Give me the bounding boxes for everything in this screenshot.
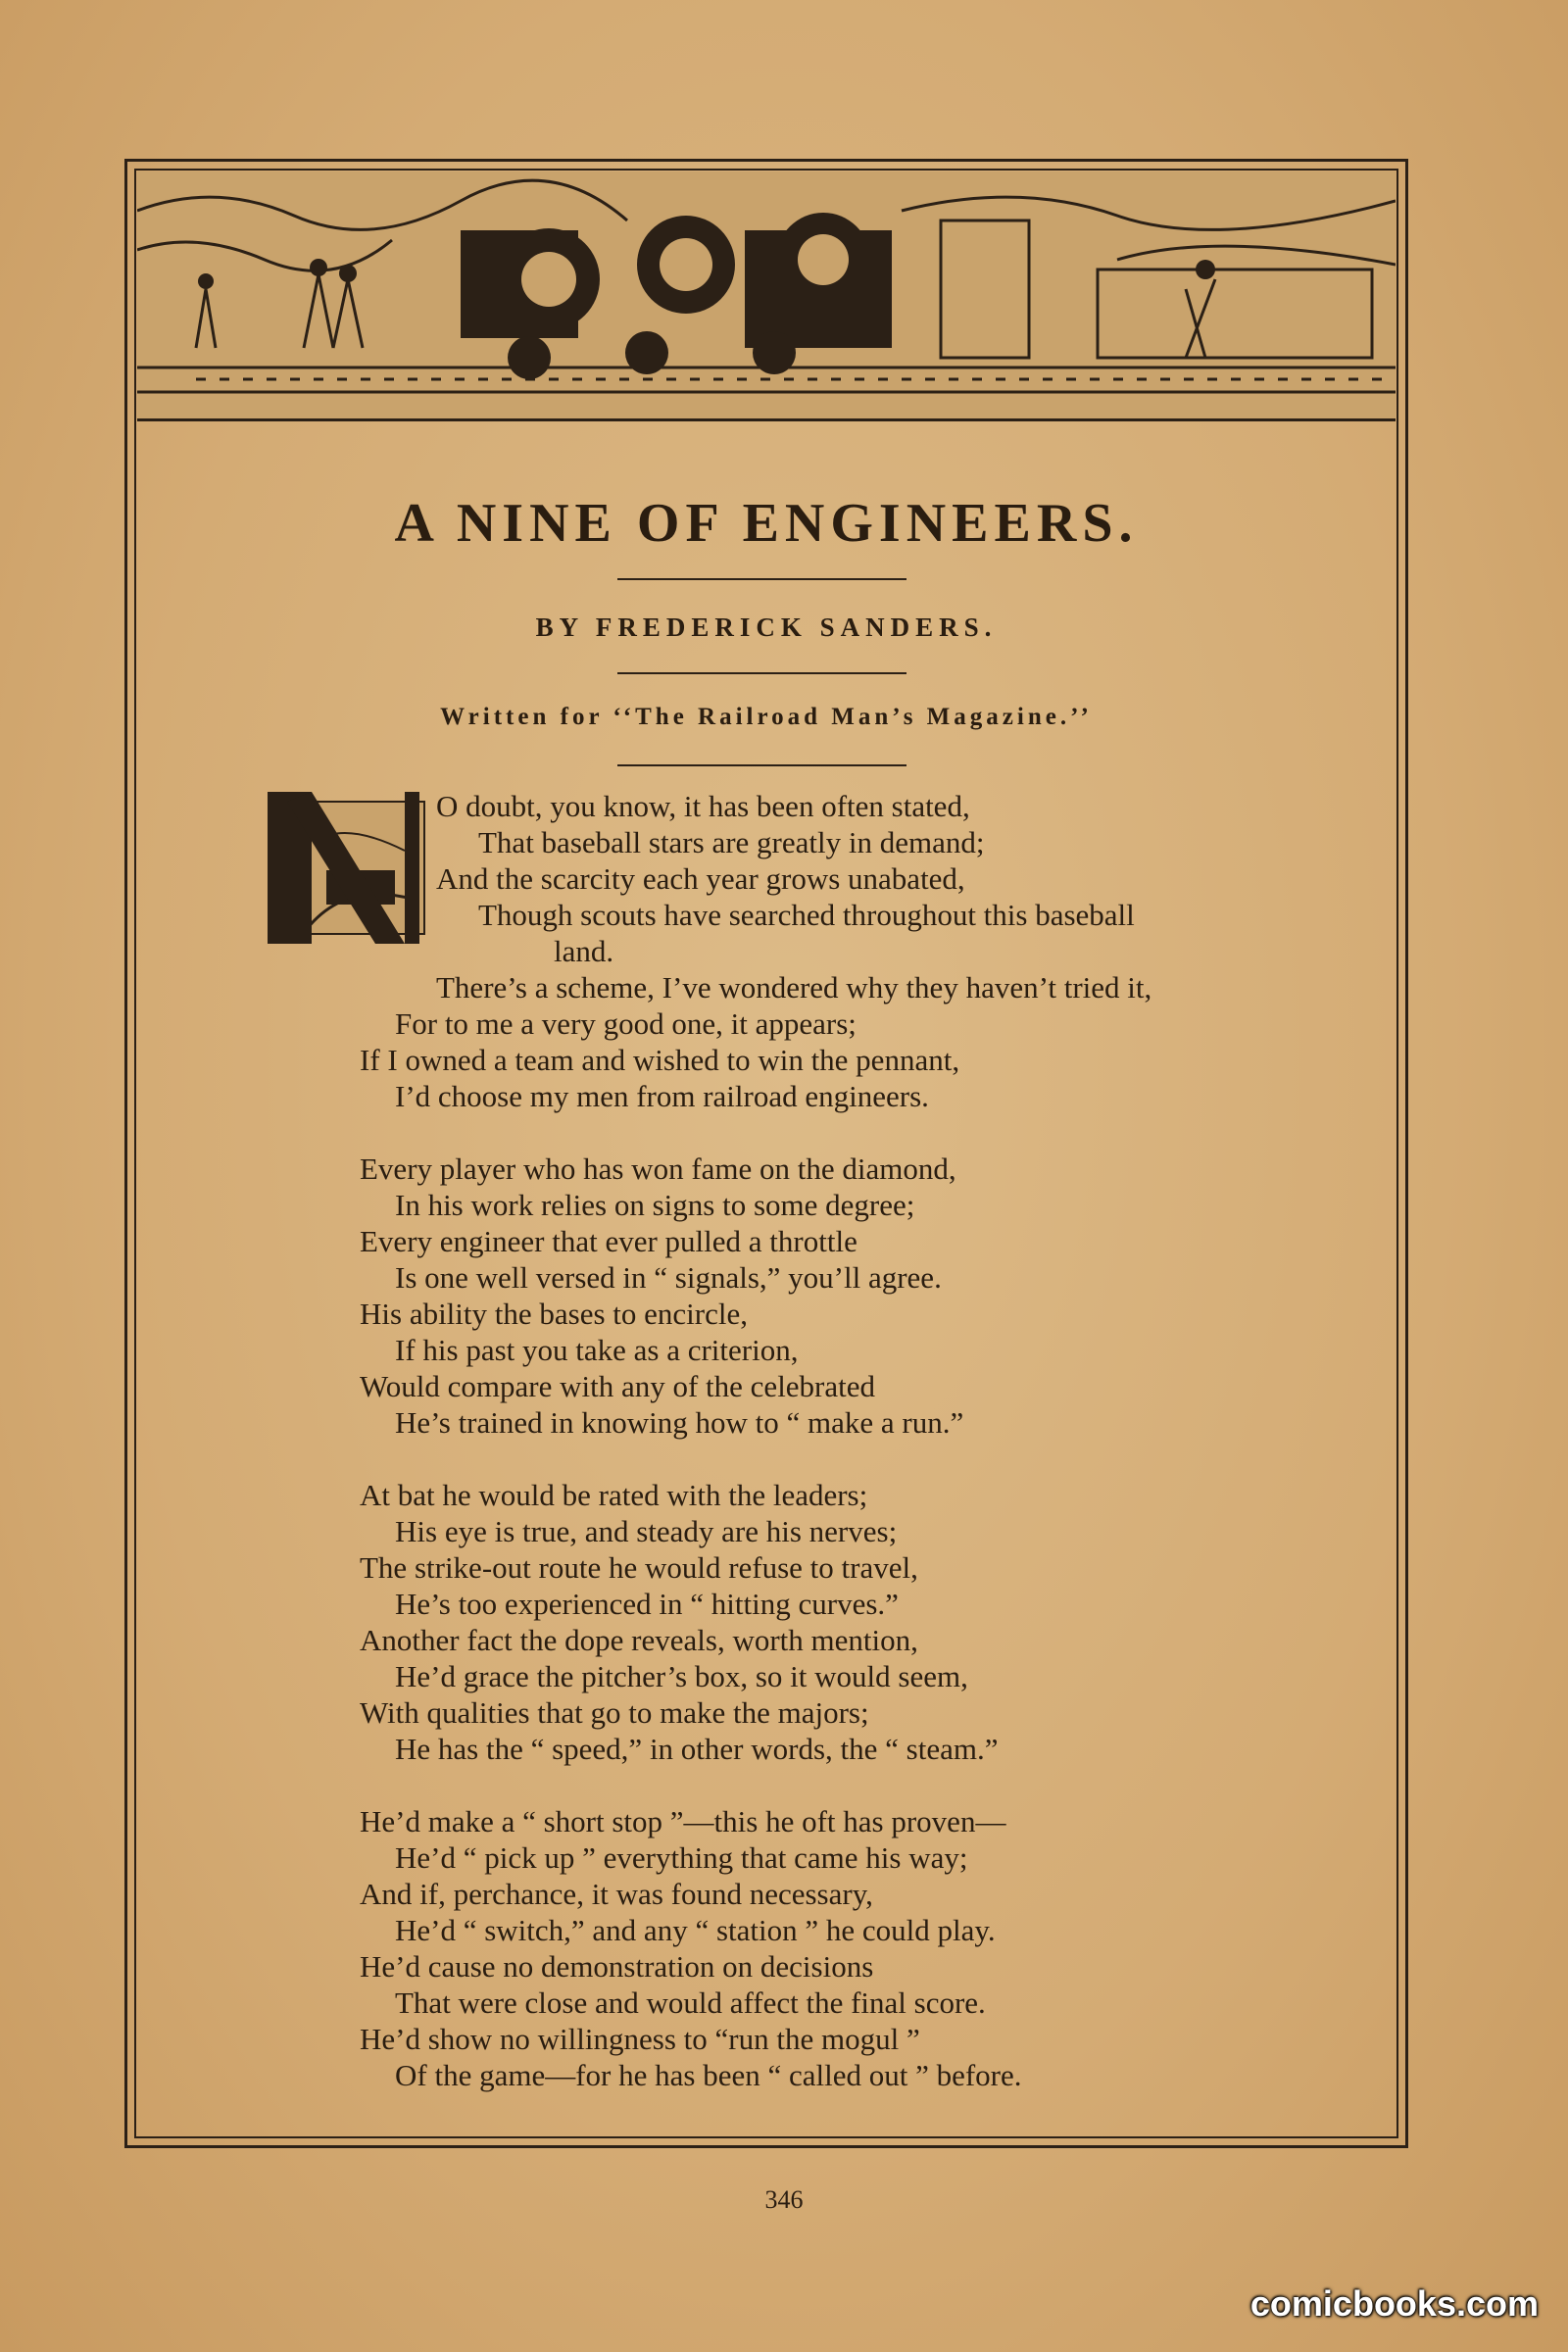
- poem-line: His eye is true, and steady are his nerves;: [395, 1514, 898, 1548]
- written-for-note: Written for ‘‘The Railroad Man’s Magazine.’’: [440, 704, 1093, 730]
- poem-line: He’d cause no demonstration on decisions: [360, 1949, 874, 1984]
- poem-line: He’d make a “ short stop ”—this he oft has proven—: [360, 1804, 1006, 1838]
- poem-line: If I owned a team and wished to win the pennant,: [360, 1043, 960, 1077]
- poem-line: And the scarcity each year grows unabated,: [436, 861, 965, 896]
- poem-line: His ability the bases to encircle,: [360, 1297, 748, 1331]
- poem-line: He’s trained in knowing how to “ make a run.”: [395, 1405, 964, 1440]
- poem-line: He’d grace the pitcher’s box, so it would seem,: [395, 1659, 968, 1693]
- poem-line: Is one well versed in “ signals,” you’ll agree.: [395, 1260, 942, 1295]
- poem-line: That baseball stars are greatly in demand;: [478, 825, 985, 859]
- poem-line: Every player who has won fame on the diamond,: [360, 1152, 956, 1186]
- written-divider: [617, 764, 906, 766]
- poem-line: For to me a very good one, it appears;: [395, 1006, 857, 1041]
- poem-line: land.: [554, 934, 614, 968]
- poem-line: Another fact the dope reveals, worth mention,: [360, 1623, 918, 1657]
- byline-divider: [617, 672, 906, 674]
- poem-line: He’d “ pick up ” everything that came his way;: [395, 1840, 968, 1875]
- poem-line: And if, perchance, it was found necessary,: [360, 1877, 873, 1911]
- page-number: 346: [764, 2185, 804, 2214]
- byline: BY FREDERICK SANDERS.: [535, 612, 998, 642]
- article-body: [142, 431, 1391, 2127]
- poem-line: There’s a scheme, I’ve wondered why they haven’t tried it,: [436, 970, 1152, 1004]
- poem-line: O doubt, you know, it has been often stated,: [436, 789, 970, 823]
- poem-line: The strike-out route he would refuse to travel,: [360, 1550, 918, 1585]
- poem-line: That were close and would affect the final score.: [395, 1985, 986, 2020]
- article-title: A NINE OF ENGINEERS.: [394, 493, 1139, 554]
- poem-line: Though scouts have searched throughout this baseball: [478, 898, 1135, 932]
- poem-line: He’d show no willingness to “run the mogul ”: [360, 2022, 920, 2056]
- poem-line: If his past you take as a criterion,: [395, 1333, 799, 1367]
- poem-line: Would compare with any of the celebrated: [360, 1369, 876, 1403]
- poem-line: He has the “ speed,” in other words, the “ steam.”: [395, 1732, 999, 1766]
- poem-line: With qualities that go to make the majors;: [360, 1695, 869, 1730]
- dropcap-n-illustration: [258, 782, 439, 954]
- poem-line: Every engineer that ever pulled a throttle: [360, 1224, 858, 1258]
- poem-line: He’s too experienced in “ hitting curves.”: [395, 1587, 899, 1621]
- poem-line: He’d “ switch,” and any “ station ” he could play.: [395, 1913, 996, 1947]
- site-watermark: comicbooks.com: [1250, 2283, 1539, 2324]
- railroad-banner-illustration: [137, 172, 1396, 421]
- poem-line: At bat he would be rated with the leaders;: [360, 1478, 868, 1512]
- poem-line: In his work relies on signs to some degree;: [395, 1188, 915, 1222]
- poem-line: Of the game—for he has been “ called out ” before.: [395, 2058, 1022, 2092]
- title-divider: [617, 578, 906, 580]
- poem-line: I’d choose my men from railroad engineers.: [395, 1079, 929, 1113]
